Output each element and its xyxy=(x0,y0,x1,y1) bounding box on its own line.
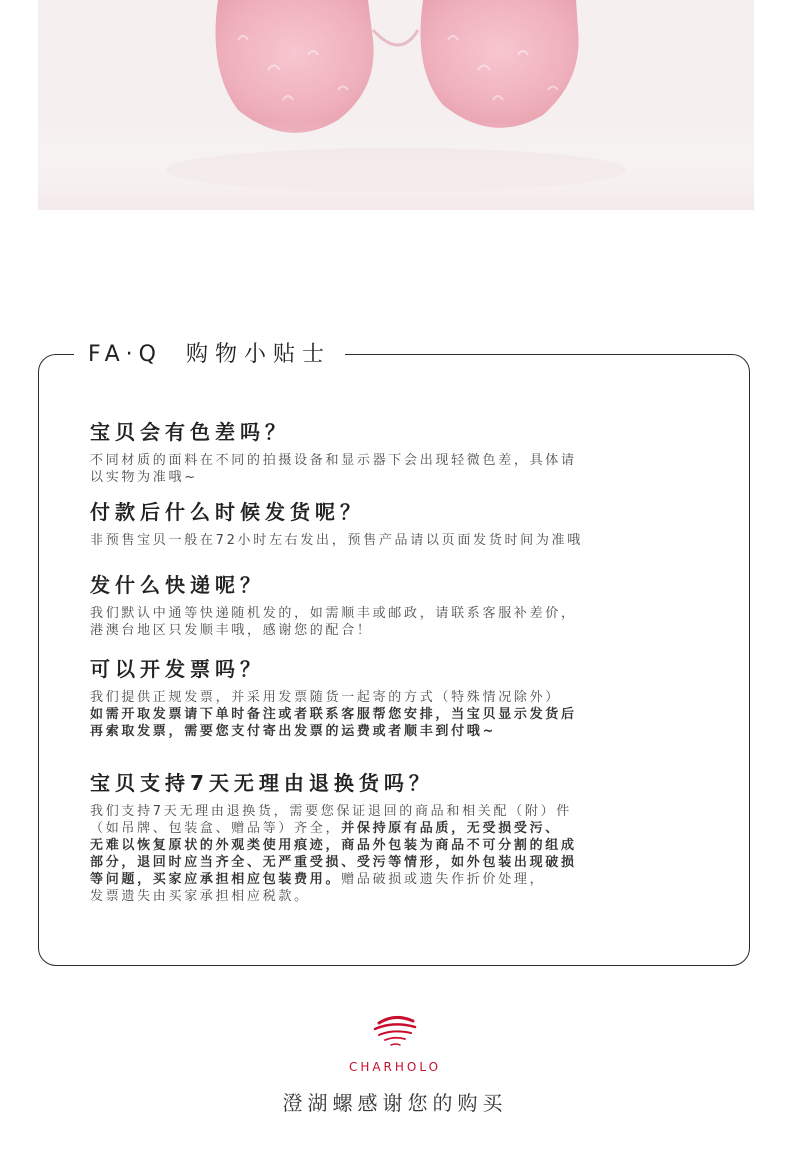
answer-line-bold: 再索取发票，需要您支付寄出发票的运费或者顺丰到付哦~ xyxy=(90,724,497,739)
faq-item-invoice xyxy=(90,655,720,740)
thank-you-text: 澄湖螺感谢您的购买 xyxy=(282,1091,508,1115)
answer-line: 我们提供正规发票，并采用发票随货一起寄的方式（特殊情况除外） xyxy=(90,690,562,705)
answer-line-bold: 无难以恢复原状的外观类使用痕迹，商品外包装为商品不可分割的组成 xyxy=(90,838,577,853)
answer-line: （如吊牌、包装盒、赠品等）齐全， xyxy=(90,821,342,836)
answer-line: 发票遗失由买家承担相应税款。 xyxy=(90,889,310,904)
charholo-logo-icon xyxy=(369,1015,421,1051)
answer-line-bold: 并保持原有品质，无受损受污、 xyxy=(341,821,562,836)
faq-title-latin: FA·Q xyxy=(88,342,162,367)
faq-question: 可以开发票吗？ xyxy=(90,657,265,681)
answer-line: 赠品破损或遗失作折价处理， xyxy=(341,872,546,887)
answer-line: 我们支持7天无理由退换货，需要您保证退回的商品和相关配（附）件 xyxy=(90,804,572,819)
faq-question: 宝贝支持7天无理由退换货吗？ xyxy=(90,771,434,795)
answer-line: 不同材质的面料在不同的拍摄设备和显示器下会出现轻微色差，具体请 xyxy=(90,453,577,468)
faq-item-color-difference xyxy=(90,418,720,486)
answer-line: 非预售宝贝一般在72小时左右发出，预售产品请以页面发货时间为准哦 xyxy=(90,533,583,548)
answer-line: 以实物为准哦~ xyxy=(90,470,198,485)
answer-line: 我们默认中通等快递随机发的，如需顺丰或邮政，请联系客服补差价， xyxy=(90,606,577,621)
faq-question: 宝贝会有色差吗？ xyxy=(90,420,290,444)
brand-name: CHARHOLO xyxy=(348,1060,442,1074)
faq-title-cn: 购物小贴士 xyxy=(186,342,332,367)
faq-answer xyxy=(90,689,720,740)
faq-answer xyxy=(90,532,720,549)
faq-answer xyxy=(90,803,720,905)
answer-line-bold: 如需开取发票请下单时备注或者联系客服帮您安排，当宝贝显示发货后 xyxy=(90,707,577,722)
faq-answer xyxy=(90,605,720,639)
faq-header xyxy=(74,340,345,370)
faq-item-courier xyxy=(90,571,720,639)
product-photo xyxy=(38,0,754,210)
answer-line-bold: 部分，退回时应当齐全、无严重受损、受污等情形，如外包装出现破损 xyxy=(90,855,577,870)
faq-answer xyxy=(90,452,720,486)
faq-item-returns xyxy=(90,769,720,905)
faq-question: 发什么快递呢？ xyxy=(90,573,265,597)
faq-question: 付款后什么时候发货呢？ xyxy=(90,500,365,524)
answer-line-bold: 等问题，买家应承担相应包装费用。 xyxy=(90,872,342,887)
faq-item-shipping-time xyxy=(90,498,720,549)
answer-line: 港澳台地区只发顺丰哦，感谢您的配合！ xyxy=(90,623,373,638)
